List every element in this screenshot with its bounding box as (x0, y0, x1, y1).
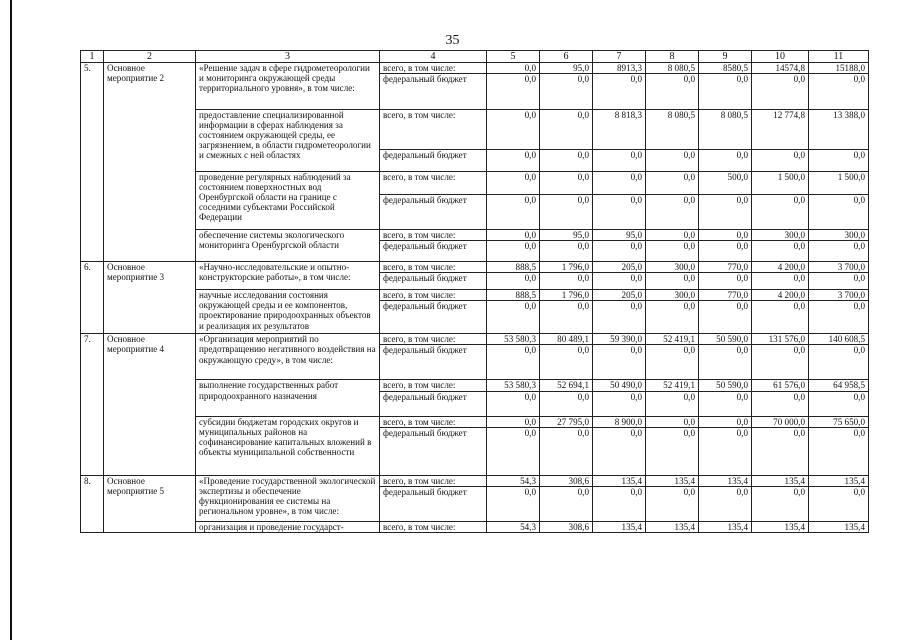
value-cell: 0,0 (487, 195, 540, 230)
header-cell: 9 (699, 51, 752, 63)
value-cell: 0,0 (752, 391, 809, 416)
value-cell: 0,0 (540, 273, 593, 290)
table-row (81, 380, 869, 391)
value-cell: 135,4 (752, 521, 809, 532)
value-cell: 300,0 (809, 230, 869, 241)
funding-type: всего, в том числе: (380, 475, 487, 486)
value-cell: 205,0 (593, 290, 646, 301)
value-cell: 52 419,1 (646, 334, 699, 345)
funding-type: всего, в том числе: (380, 290, 487, 301)
value-cell: 1 796,0 (540, 262, 593, 273)
measure-name: Основное мероприятие 4 (104, 334, 196, 475)
table-row (81, 262, 869, 273)
value-cell: 8 080,5 (699, 110, 752, 150)
value-cell: 0,0 (752, 74, 809, 110)
value-cell: 1 500,0 (752, 172, 809, 195)
value-cell: 0,0 (593, 74, 646, 110)
funding-type: всего, в том числе: (380, 380, 487, 391)
value-cell: 27 795,0 (540, 416, 593, 427)
value-cell: 135,4 (593, 521, 646, 532)
value-cell: 0,0 (540, 241, 593, 262)
value-cell: 0,0 (752, 241, 809, 262)
value-cell: 0,0 (809, 427, 869, 475)
table-row (81, 334, 869, 345)
table-row (81, 290, 869, 301)
value-cell: 0,0 (699, 230, 752, 241)
value-cell: 0,0 (752, 150, 809, 172)
value-cell: 0,0 (699, 427, 752, 475)
activity-description: обеспечение системы экологического мониторинга Оренбургской области (196, 230, 380, 262)
funding-type: федеральный бюджет (380, 391, 487, 416)
value-cell: 0,0 (699, 486, 752, 521)
value-cell: 308,6 (540, 475, 593, 486)
value-cell: 0,0 (646, 273, 699, 290)
table-row (81, 416, 869, 427)
value-cell: 54,3 (487, 475, 540, 486)
activity-description: проведение регулярных наблюдений за состоянием поверхностных вод Оренбургской области на границе с соседними субъектами Российской Федерации (196, 172, 380, 230)
value-cell: 0,0 (699, 74, 752, 110)
value-cell: 0,0 (487, 74, 540, 110)
value-cell: 0,0 (809, 486, 869, 521)
value-cell: 4 200,0 (752, 290, 809, 301)
header-row (81, 51, 869, 63)
activity-description: выполнение государственных работ природоохранного назначения (196, 380, 380, 416)
value-cell: 0,0 (809, 74, 869, 110)
value-cell: 0,0 (646, 172, 699, 195)
value-cell: 0,0 (593, 241, 646, 262)
value-cell: 0,0 (699, 273, 752, 290)
value-cell: 300,0 (752, 230, 809, 241)
value-cell: 0,0 (699, 391, 752, 416)
value-cell: 0,0 (699, 416, 752, 427)
table-row (81, 230, 869, 241)
value-cell: 0,0 (752, 301, 809, 334)
header-cell: 5 (487, 51, 540, 63)
value-cell: 770,0 (699, 290, 752, 301)
section-number: 8. (81, 475, 104, 532)
scan-edge-line (10, 0, 12, 640)
table-row (81, 521, 869, 532)
value-cell: 0,0 (646, 74, 699, 110)
value-cell: 0,0 (809, 150, 869, 172)
value-cell: 308,6 (540, 521, 593, 532)
value-cell: 0,0 (593, 150, 646, 172)
funding-type: федеральный бюджет (380, 427, 487, 475)
value-cell: 53 580,3 (487, 334, 540, 345)
table-row (81, 475, 869, 486)
value-cell: 70 000,0 (752, 416, 809, 427)
funding-type: всего, в том числе: (380, 334, 487, 345)
value-cell: 0,0 (593, 301, 646, 334)
activity-description: «Научно-исследовательские и опытно-конструкторские работы», в том числе: (196, 262, 380, 290)
value-cell: 0,0 (646, 150, 699, 172)
value-cell: 0,0 (540, 391, 593, 416)
funding-type: федеральный бюджет (380, 195, 487, 230)
header-cell: 1 (81, 51, 104, 63)
table-row (81, 110, 869, 150)
value-cell: 80 489,1 (540, 334, 593, 345)
funding-type: федеральный бюджет (380, 241, 487, 262)
value-cell: 135,4 (809, 475, 869, 486)
value-cell: 0,0 (646, 345, 699, 380)
value-cell: 0,0 (487, 391, 540, 416)
funding-type: всего, в том числе: (380, 521, 487, 532)
value-cell: 0,0 (809, 273, 869, 290)
header-cell: 3 (196, 51, 380, 63)
header-cell: 8 (646, 51, 699, 63)
funding-type: федеральный бюджет (380, 74, 487, 110)
value-cell: 0,0 (646, 195, 699, 230)
activity-description: научные исследования состояния окружающей среды и ее компонентов, проектирование природоохранных объектов и реализация их результатов (196, 290, 380, 334)
value-cell: 15188,0 (809, 63, 869, 74)
value-cell: 12 774,8 (752, 110, 809, 150)
value-cell: 300,0 (646, 290, 699, 301)
value-cell: 140 608,5 (809, 334, 869, 345)
table-body (81, 51, 869, 533)
value-cell: 8 080,5 (646, 63, 699, 74)
measure-name: Основное мероприятие 2 (104, 63, 196, 262)
value-cell: 131 576,0 (752, 334, 809, 345)
value-cell: 0,0 (593, 391, 646, 416)
activity-description: субсидии бюджетам городских округов и муниципальных районов на софинансирование капитальных вложений в объекты муниципальной собственности (196, 416, 380, 475)
value-cell: 135,4 (809, 521, 869, 532)
activity-description: «Проведение государственной экологической экспертизы и обеспечение функционирования ее системы на региональном уровне», в том числе: (196, 475, 380, 521)
funding-type: всего, в том числе: (380, 172, 487, 195)
value-cell: 0,0 (809, 195, 869, 230)
value-cell: 8 818,3 (593, 110, 646, 150)
value-cell: 0,0 (699, 150, 752, 172)
value-cell: 0,0 (809, 391, 869, 416)
value-cell: 205,0 (593, 262, 646, 273)
funding-type: всего, в том числе: (380, 416, 487, 427)
funding-type: всего, в том числе: (380, 262, 487, 273)
value-cell: 50 590,0 (699, 334, 752, 345)
value-cell: 0,0 (540, 486, 593, 521)
value-cell: 0,0 (646, 301, 699, 334)
value-cell: 1 500,0 (809, 172, 869, 195)
funding-type: федеральный бюджет (380, 486, 487, 521)
section-number: 6. (81, 262, 104, 334)
funding-type: всего, в том числе: (380, 63, 487, 74)
value-cell: 135,4 (752, 475, 809, 486)
value-cell: 0,0 (540, 345, 593, 380)
measure-name: Основное мероприятие 3 (104, 262, 196, 334)
value-cell: 0,0 (646, 230, 699, 241)
value-cell: 135,4 (699, 521, 752, 532)
value-cell: 0,0 (487, 241, 540, 262)
funding-type: федеральный бюджет (380, 301, 487, 334)
value-cell: 0,0 (752, 195, 809, 230)
value-cell: 8913,3 (593, 63, 646, 74)
value-cell: 0,0 (487, 63, 540, 74)
value-cell: 500,0 (699, 172, 752, 195)
activity-description: предоставление специализированной информации в сферах наблюдения за состоянием окружающей среды, ее загрязнением, в области гидрометеорологии и смежных с ней областях (196, 110, 380, 172)
value-cell: 770,0 (699, 262, 752, 273)
value-cell: 0,0 (593, 195, 646, 230)
header-cell: 6 (540, 51, 593, 63)
table-row (81, 63, 869, 74)
value-cell: 0,0 (487, 486, 540, 521)
value-cell: 0,0 (487, 273, 540, 290)
value-cell: 0,0 (593, 273, 646, 290)
value-cell: 0,0 (593, 345, 646, 380)
value-cell: 0,0 (540, 195, 593, 230)
value-cell: 135,4 (646, 521, 699, 532)
section-number: 5. (81, 63, 104, 262)
value-cell: 0,0 (487, 301, 540, 334)
value-cell: 8 900,0 (593, 416, 646, 427)
value-cell: 54,3 (487, 521, 540, 532)
value-cell: 0,0 (699, 195, 752, 230)
value-cell: 888,5 (487, 290, 540, 301)
value-cell: 888,5 (487, 262, 540, 273)
value-cell: 0,0 (540, 150, 593, 172)
value-cell: 135,4 (593, 475, 646, 486)
header-cell: 11 (809, 51, 869, 63)
value-cell: 13 388,0 (809, 110, 869, 150)
funding-type: всего, в том числе: (380, 230, 487, 241)
header-cell: 2 (104, 51, 196, 63)
value-cell: 0,0 (699, 345, 752, 380)
measure-name: Основное мероприятие 5 (104, 475, 196, 532)
value-cell: 0,0 (593, 486, 646, 521)
page-number: 35 (445, 33, 460, 48)
value-cell: 0,0 (646, 486, 699, 521)
header-cell: 7 (593, 51, 646, 63)
value-cell: 0,0 (540, 427, 593, 475)
value-cell: 0,0 (487, 345, 540, 380)
value-cell: 0,0 (487, 172, 540, 195)
value-cell: 64 958,5 (809, 380, 869, 391)
value-cell: 0,0 (646, 427, 699, 475)
value-cell: 0,0 (487, 150, 540, 172)
value-cell: 0,0 (487, 230, 540, 241)
header-cell: 10 (752, 51, 809, 63)
value-cell: 61 576,0 (752, 380, 809, 391)
table-row (81, 172, 869, 195)
value-cell: 0,0 (752, 486, 809, 521)
value-cell: 59 390,0 (593, 334, 646, 345)
value-cell: 135,4 (699, 475, 752, 486)
value-cell: 0,0 (752, 273, 809, 290)
section-number: 7. (81, 334, 104, 475)
value-cell: 52 694,1 (540, 380, 593, 391)
value-cell: 0,0 (540, 172, 593, 195)
value-cell: 0,0 (593, 172, 646, 195)
value-cell: 95,0 (540, 63, 593, 74)
value-cell: 0,0 (752, 427, 809, 475)
value-cell: 0,0 (646, 391, 699, 416)
value-cell: 95,0 (593, 230, 646, 241)
value-cell: 52 419,1 (646, 380, 699, 391)
activity-description: организация и проведение государст- (196, 521, 380, 532)
value-cell: 135,4 (646, 475, 699, 486)
value-cell: 0,0 (487, 416, 540, 427)
funding-type: федеральный бюджет (380, 150, 487, 172)
value-cell: 1 796,0 (540, 290, 593, 301)
activity-description: «Организация мероприятий по предотвращению негативного воздействия на окружающую среду», в том числе: (196, 334, 380, 380)
value-cell: 300,0 (646, 262, 699, 273)
value-cell: 3 700,0 (809, 290, 869, 301)
value-cell: 4 200,0 (752, 262, 809, 273)
value-cell: 0,0 (809, 301, 869, 334)
activity-description: «Решение задач в сфере гидрометеорологии и мониторинга окружающей среды территориального уровня», в том числе: (196, 63, 380, 110)
funding-type: федеральный бюджет (380, 273, 487, 290)
value-cell: 8 080,5 (646, 110, 699, 150)
value-cell: 0,0 (809, 345, 869, 380)
value-cell: 0,0 (809, 241, 869, 262)
value-cell: 50 590,0 (699, 380, 752, 391)
value-cell: 0,0 (699, 301, 752, 334)
value-cell: 0,0 (540, 301, 593, 334)
funding-type: всего, в том числе: (380, 110, 487, 150)
value-cell: 0,0 (752, 345, 809, 380)
value-cell: 53 580,3 (487, 380, 540, 391)
value-cell: 0,0 (593, 427, 646, 475)
budget-table (80, 50, 869, 533)
value-cell: 0,0 (646, 241, 699, 262)
value-cell: 14574,8 (752, 63, 809, 74)
value-cell: 75 650,0 (809, 416, 869, 427)
value-cell: 0,0 (487, 427, 540, 475)
header-cell: 4 (380, 51, 487, 63)
value-cell: 3 700,0 (809, 262, 869, 273)
value-cell: 0,0 (540, 110, 593, 150)
value-cell: 8580,5 (699, 63, 752, 74)
value-cell: 95,0 (540, 230, 593, 241)
funding-type: федеральный бюджет (380, 345, 487, 380)
value-cell: 0,0 (646, 416, 699, 427)
value-cell: 0,0 (699, 241, 752, 262)
value-cell: 50 490,0 (593, 380, 646, 391)
value-cell: 0,0 (487, 110, 540, 150)
value-cell: 0,0 (540, 74, 593, 110)
